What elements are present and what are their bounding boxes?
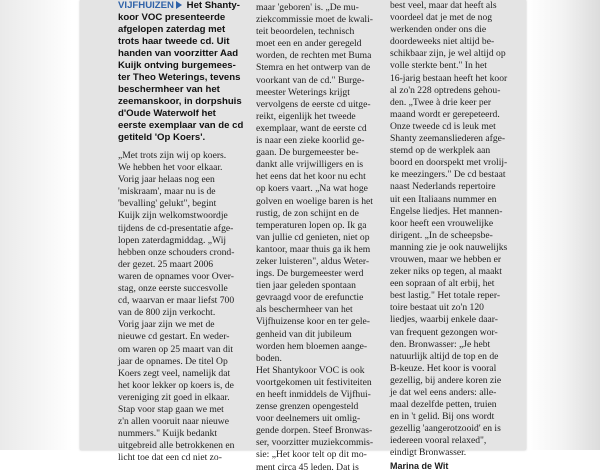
- article-text-line: tijdens de cd-presentatie afge-: [118, 222, 234, 234]
- article-text-line: tien jaar geleden spontaan: [256, 280, 356, 292]
- article-text-line: moet een en ander geregeld: [256, 38, 362, 50]
- article-text-line: den. Bronwasser: „Je hebt: [390, 338, 491, 350]
- article-text-line: zeker luisteren", aldus Weter-: [256, 255, 370, 267]
- lead-line: trots haar tweede cd. Uit: [118, 36, 230, 47]
- article-body-column-1: [118, 150, 254, 464]
- article-text-line: maal dezelfde petten, truien: [390, 399, 497, 411]
- article-text-line: voordeel dat je met de nog: [390, 12, 493, 24]
- article-text-line: doordeweeks niet altijd be-: [390, 36, 495, 48]
- article-text-line: stag, onze eerste succesvolle: [118, 283, 228, 295]
- lead-line: d'Oude Waterwolf het: [118, 108, 216, 119]
- article-text-line: 'miskraam', maar nu is de: [118, 186, 216, 198]
- article-text-line: Vorig jaar helaas nog een: [118, 174, 215, 186]
- article-text-line: gezellig, bij andere koren zie: [390, 374, 502, 386]
- article-text-line: lopen zaterdagmiddag. „Wij: [118, 234, 227, 246]
- article-text-line: Onze tweede cd is leuk met: [390, 120, 496, 132]
- scan-background-left: [0, 0, 72, 450]
- article-column-1: [118, 0, 254, 464]
- article-text-line: dirigent. „In de scheepsbe-: [390, 229, 493, 241]
- article-text-line: voorkant van de cd." Burge-: [256, 74, 365, 86]
- article-text-line: natuurlijk altijd de top en de: [390, 350, 499, 362]
- article-text-line: om waren op 25 maart van dit: [118, 343, 234, 355]
- article-text-line: je dat wel eens anders: alle-: [390, 387, 497, 398]
- article-text-line: manning zie je ook nauwelijks: [390, 241, 508, 253]
- article-text-line: 'bevalling' gelukt", begint: [118, 198, 217, 210]
- article-text-line: koor heeft een vrouwelijke: [390, 217, 494, 229]
- article-text-line: Stemra en het ontwerp van de: [256, 62, 371, 74]
- article-text-line: We hebben het voor elkaar.: [118, 162, 223, 174]
- article-text-line: ziekcommissie moet de kwali-: [256, 14, 373, 26]
- lead-line: Kuijk ontving burgemees-: [118, 60, 236, 71]
- article-text-line: hebben onze schouders crond-: [118, 246, 235, 258]
- article-lead: VIJFHUIZEN Het Shanty- koor VOC presenteerde afgelopen zaterdag met trots haar tweede cd. Uit handen van voorzitter Aad Kuijk ontving burgemees- ter Theo Weterings, tevens beschermheer van het zeemanskoor, in dorpshuis d'Oude Waterwolf het eerste exemplaar van de cd getiteld 'Op Koers'.: [118, 0, 254, 144]
- article-text-line: exemplaar, want de eerste cd: [256, 122, 367, 134]
- article-text-line: uitgebreid alle betrokkenen en: [118, 440, 235, 452]
- article-text-line: vervolgens de eerste cd uitge-: [256, 98, 371, 110]
- article-text-line: Het Shantykoor VOC is ook: [256, 364, 365, 376]
- arrow-right-icon: [176, 1, 182, 9]
- article-text-line: dankt alle vrijwilligers en is: [256, 159, 364, 171]
- article-text-line: waren de opnames voor Over-: [118, 270, 234, 282]
- lead-line: eerste exemplaar van de cd: [118, 120, 244, 131]
- article-text-line: maar 'geboren' is. „De mu-: [256, 2, 359, 13]
- article-text-line: worden, de rechten met Buma: [256, 50, 372, 62]
- location-label: VIJFHUIZEN: [118, 0, 174, 11]
- lead-line: zeemanskoor, in dorpshuis: [118, 96, 242, 107]
- lead-line: handen van voorzitter Aad: [118, 48, 239, 59]
- article-text-line: ings. De burgemeester werd: [256, 268, 364, 280]
- article-text-line: meester Weterings krijgt: [256, 86, 350, 98]
- article-text-line: nummers." Kuijk bedankt: [118, 428, 218, 440]
- article-text-line: reikt, eigenlijk het tweede: [256, 110, 356, 122]
- article-text-line: liedjes, waarbij enkele daar-: [390, 314, 498, 326]
- article-text-line: Kuijk zijn welkomstwoordje: [118, 210, 228, 222]
- article-text-line: voortgekomen uit festiviteiten: [256, 376, 372, 388]
- article-text-line: werkenden onder ons die: [390, 24, 487, 36]
- article-text-line: sie: „Het koor telt op dit mo-: [256, 449, 367, 461]
- article-text-line: zeker niks op tegen, al maakt: [390, 266, 502, 278]
- article-text-line: als beschermheer van het: [256, 304, 353, 316]
- article-text-line: het eens dat het koor nu echt: [256, 171, 366, 183]
- article-text-line: uit een Italiaans nummer en: [390, 193, 497, 205]
- article-text-line: best veel, maar dat heeft als: [390, 0, 497, 11]
- article-text-line: ser, voorzitter muziekcommis-: [256, 437, 374, 449]
- article-text-line: jaar de opnames. De titel Op: [118, 355, 228, 367]
- article-text-line: boden.: [256, 352, 282, 364]
- lead-line: afgelopen zaterdag met: [118, 24, 226, 35]
- article-text-line: best lastig." Het totale reper-: [390, 290, 501, 302]
- article-text-line: het koor lekker op koers is, de: [118, 379, 234, 391]
- scan-background-right: [526, 0, 600, 450]
- article-text-line: schikbaar zijn, je wel altijd op: [390, 48, 506, 60]
- article-text-line: naast Nederlands repertoire: [390, 181, 496, 193]
- article-text-line: Engelse liedjes. Het mannen-: [390, 205, 503, 217]
- article-text-line: genheid van dit jubileum: [256, 328, 352, 340]
- article-text-line: golven en woelige baren is het: [256, 195, 373, 207]
- article-text-line: en heeft inmiddels de Vijfhui-: [256, 389, 371, 400]
- article-text-line: der gezet. 25 maart 2006: [118, 258, 214, 270]
- article-text-line: teit beoordelen, technisch: [256, 26, 355, 38]
- article-text-line: ment circa 45 leden. Dat is: [256, 461, 359, 473]
- lead-line: getiteld 'Op Koers'.: [118, 132, 206, 143]
- article-text-line: van jullie cd genieten, niet op: [256, 231, 370, 243]
- article-text-line: gevraagd voor de erefunctie: [256, 292, 364, 304]
- article-text-line: vereniging zit goed in elkaar.: [118, 391, 230, 403]
- article-text-line: gaan. De burgemeester be-: [256, 147, 359, 159]
- newspaper-clipping: [80, 0, 526, 473]
- article-text-line: nieuwe cd gestart. En weder-: [118, 331, 230, 343]
- article-text-line: Vijfhuizense koor en ter gele-: [256, 316, 370, 328]
- article-text-line: van de 800 zijn verkocht.: [118, 307, 216, 319]
- article-text-line: en in 't gelid. Bij ons wordt: [390, 411, 495, 423]
- article-text-line: kantoor, maar thuis ga ik hem: [256, 243, 371, 255]
- article-text-line: op koers vaart. „Na wat hoge: [256, 183, 368, 195]
- article-text-line: rustig, de zon schijnt en de: [256, 207, 359, 219]
- article-text-line: maand wordt er gerepeteerd.: [390, 108, 500, 120]
- article-text-line: voor deelnemers uit omlig-: [256, 413, 361, 425]
- article-text-line: Shanty zeemansliederen afge-: [390, 133, 506, 145]
- article-text-line: een sopraan of alt erbij, het: [390, 278, 495, 290]
- author-byline: Marina de Wit: [390, 460, 449, 471]
- lead-line: koor VOC presenteerde: [118, 12, 226, 23]
- article-text-line: toire bestaat uit zo'n 120: [390, 302, 484, 314]
- article-text-line: eindigt Bronwasser.: [390, 447, 467, 459]
- article-text-line: licht toe dat een cd niet zo-: [118, 452, 222, 464]
- article-text-line: Vorig jaar zijn we met de: [118, 319, 215, 331]
- article-text-line: stemd op de werkplek aan: [390, 145, 491, 157]
- article-body-column-2: [256, 2, 386, 474]
- article-text-line: temperaturen lopen op. Ik ga: [256, 219, 367, 231]
- article-text-line: zense grenzen opengesteld: [256, 401, 359, 413]
- article-body-column-3: [390, 0, 522, 460]
- article-text-line: iedereen vooral relaxed",: [390, 435, 487, 447]
- article-text-line: boord en doorspekt met vrolij-: [390, 157, 508, 169]
- article-text-line: gezellig 'aangerotzooid' en is: [390, 423, 501, 435]
- article-text-line: „Met trots zijn wij op koers.: [118, 150, 227, 161]
- article-text-line: cd, waarvan er maar liefst 700: [118, 295, 235, 307]
- article-text-line: volle sterkte bent." In het: [390, 60, 487, 72]
- article-text-line: van frequent gezongen wor-: [390, 326, 498, 338]
- article-text-line: Stap voor stap gaan we met: [118, 403, 224, 415]
- article-column-2: [256, 0, 386, 473]
- article-text-line: z'n allen vooruit naar nieuwe: [118, 416, 229, 428]
- article-text-line: den. „Twee à drie keer per: [390, 96, 492, 108]
- article-text-line: al zo'n 228 optredens gehou-: [390, 84, 501, 96]
- article-text-line: vrouwen, maar we hebben er: [390, 253, 502, 265]
- article-text-line: ke meezingers." De cd bestaat: [390, 169, 506, 181]
- article-text-line: gende dorpen. Steef Bronwas-: [256, 425, 373, 437]
- lead-line: beschermheer van het: [118, 84, 220, 95]
- article-text-line: Koers zegt veel, namelijk dat: [118, 367, 231, 379]
- article-text-line: worden hem bloemen aange-: [256, 340, 368, 352]
- article-text-line: 16-jarig bestaan heeft het koor: [390, 72, 508, 84]
- lead-line: ter Theo Weterings, tevens: [118, 72, 241, 83]
- article-column-3: [390, 0, 522, 471]
- article-text-line: is naar een zieke koorlid ge-: [256, 135, 365, 147]
- article-text-line: B-keuze. Het koor is vooral: [390, 362, 497, 374]
